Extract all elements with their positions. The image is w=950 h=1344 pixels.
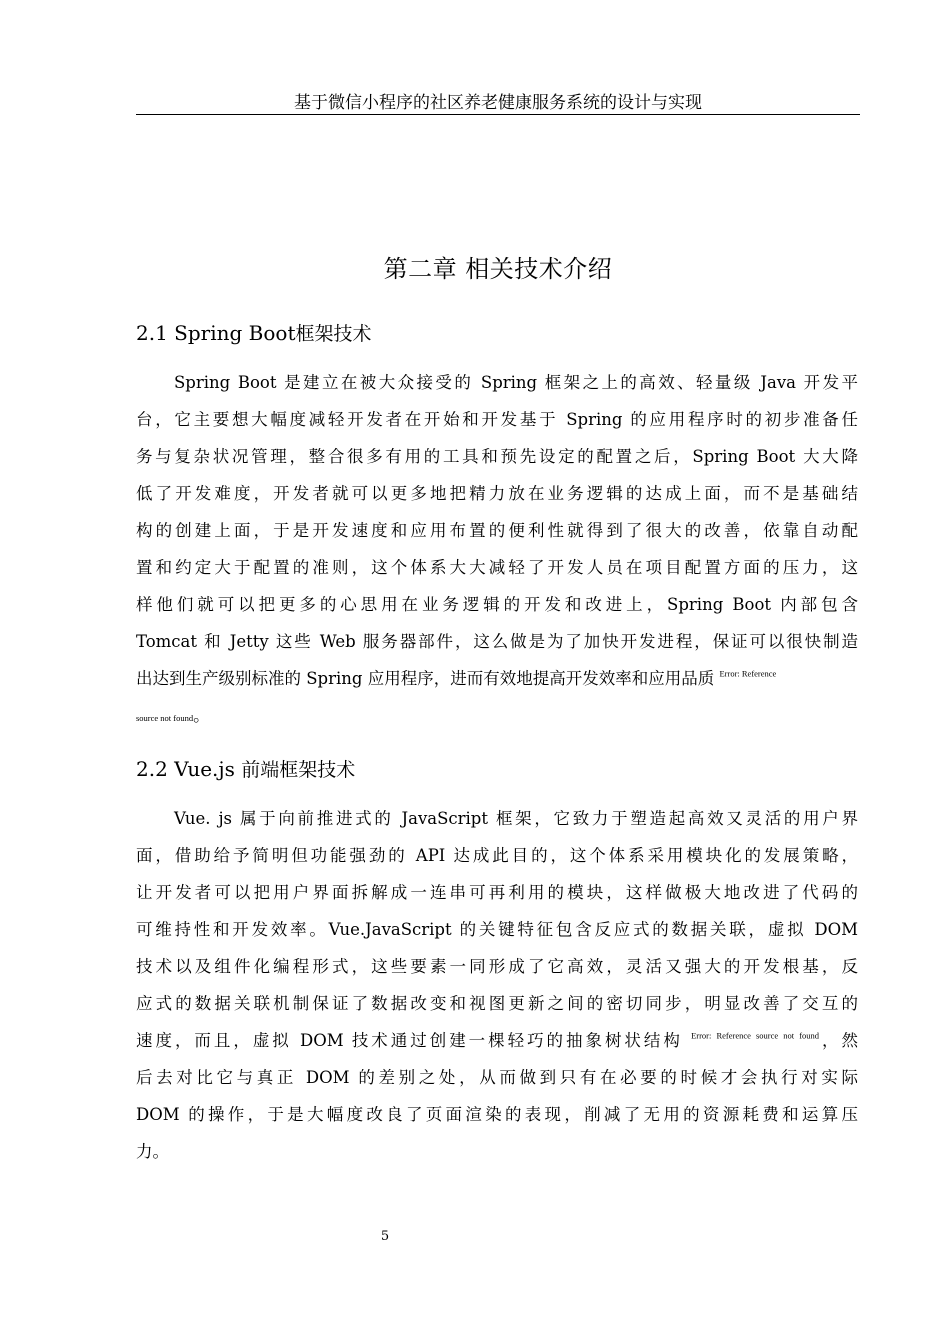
paragraph-line: Tomcat 和 Jetty 这些 Web 服务器部件，这么做是为了加快开发进程，保证可以很快制造 <box>136 632 858 651</box>
paragraph-line: Spring Boot 是建立在被大众接受的 Spring 框架之上的高效、轻量级 Java 开发平 <box>174 373 858 392</box>
end-punctuation: 。 <box>193 706 210 725</box>
section-title-latin: Spring Boot <box>174 321 296 345</box>
running-header: 基于微信小程序的社区养老健康服务系统的设计与实现 <box>136 92 860 115</box>
paragraph-line: 务与复杂状况管理，整合很多有用的工具和预先设定的配置之后，Spring Boot 大大降 <box>136 447 858 466</box>
paragraph-line: 样他们就可以把更多的心思用在业务逻辑的开发和改进上，Spring Boot 内部包含 <box>136 595 858 614</box>
line-text: ，然 <box>819 1031 858 1050</box>
paragraph-line: Vue. js 属于向前推进式的 JavaScript 框架，它致力于塑造起高效又灵活的用户界 <box>174 809 858 828</box>
paragraph-vue <box>136 800 858 1170</box>
paragraph-line: 可维持性和开发效率。Vue.JavaScript 的关键特征包含反应式的数据关联，虚拟 DOM <box>136 920 858 939</box>
paragraph-line: 构的创建上面，于是开发速度和应用布置的便利性就得到了很大的改善，依靠自动配 <box>136 521 858 540</box>
paragraph-line: 低了开发难度，开发者就可以更多地把精力放在业务逻辑的达成上面，而不是基础结 <box>136 484 858 503</box>
reference-error: Error: Reference source not found <box>691 1030 820 1041</box>
paragraph-line: 技术以及组件化编程形式，这些要素一同形成了它高效，灵活又强大的开发根基，反 <box>136 957 858 976</box>
section-heading-2-2 <box>136 755 860 784</box>
chapter-title: 第二章 相关技术介绍 <box>383 255 613 283</box>
paragraph-line: 后去对比它与真正 DOM 的差别之处，从而做到只有在必要的时候才会执行对实际 <box>136 1068 858 1087</box>
section-number: 2.2 <box>136 757 168 781</box>
paragraph-line: 让开发者可以把用户界面拆解成一连串可再利用的模块，这样做极大地改进了代码的 <box>136 883 858 902</box>
paragraph-line: 台，它主要想大幅度减轻开发者在开始和开发基于 Spring 的应用程序时的初步准备任 <box>136 410 858 429</box>
paragraph-line: 置和约定大于配置的准则，这个体系大大减轻了开发人员在项目配置方面的压力，这 <box>136 558 858 577</box>
page-number: 5 <box>380 1229 390 1244</box>
section-title-zh: 前端框架技术 <box>241 759 356 781</box>
paragraph-line <box>136 660 858 697</box>
reference-error: Error: Reference <box>719 668 777 679</box>
reference-error: source not found <box>136 713 194 723</box>
section-title-latin: Vue.js <box>174 757 235 781</box>
section-heading-2-1 <box>136 319 860 348</box>
paragraph-line: 力。 <box>136 1142 169 1161</box>
section-number: 2.1 <box>136 321 168 345</box>
paragraph-line <box>136 697 858 734</box>
paragraph-line <box>136 1022 858 1059</box>
paragraph-spring-boot <box>136 364 858 734</box>
section-title-zh: 框架技术 <box>295 323 372 345</box>
line-text: 出达到生产级别标准的 Spring 应用程序，进而有效地提高开发效率和应用品质 <box>136 669 715 688</box>
paragraph-line: 面，借助给予简明但功能强劲的 API 达成此目的，这个体系采用模块化的发展策略， <box>136 846 858 865</box>
paragraph-line: 应式的数据关联机制保证了数据改变和视图更新之间的密切同步，明显改善了交互的 <box>136 994 858 1013</box>
paragraph-line: DOM 的操作，于是大幅度改良了页面渲染的表现，削减了无用的资源耗费和运算压 <box>136 1105 858 1124</box>
line-text: 速度，而且，虚拟 DOM 技术通过创建一棵轻巧的抽象树状结构 <box>136 1031 683 1050</box>
